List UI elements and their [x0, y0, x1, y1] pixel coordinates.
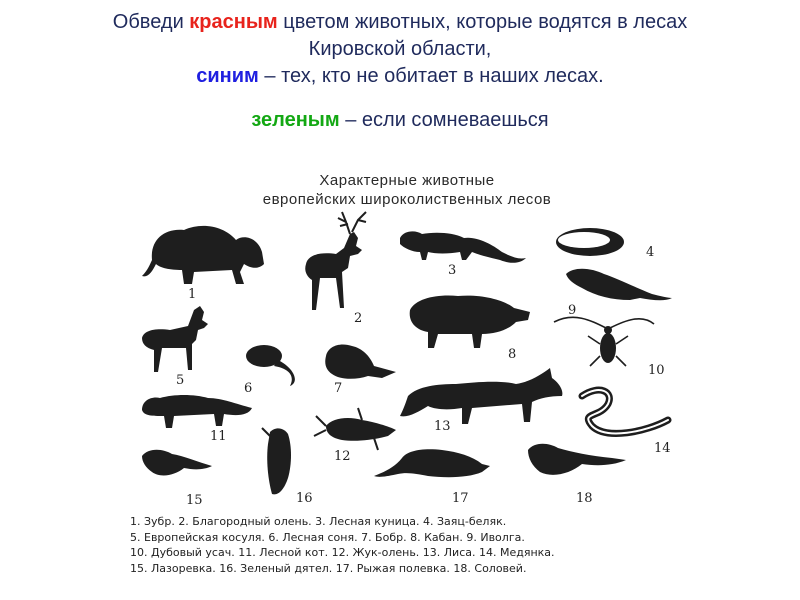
task-text: Обведи — [112, 11, 190, 33]
task-text: цветом животных, которые водятся в лесах — [277, 11, 688, 33]
animal-number: 16 — [296, 491, 313, 506]
animal-number: 4 — [646, 245, 655, 260]
legend-line: 5. Европейская косуля. 6. Лесная соня. 7. Бобр. 8. Кабан. 9. Иволга. — [130, 530, 525, 544]
wild-boar-icon — [410, 296, 530, 362]
animal-number: 10 — [648, 363, 665, 378]
animal-number: 11 — [210, 429, 227, 444]
figure-title-line-2: европейских широколиственных лесов — [262, 191, 552, 208]
animal-number: 7 — [334, 381, 343, 396]
blue-tit-icon — [142, 450, 212, 508]
animal-number: 3 — [448, 263, 457, 278]
animal-number: 8 — [508, 347, 517, 362]
animal-number: 12 — [334, 449, 351, 464]
bison-icon — [142, 226, 264, 302]
oriole-icon — [566, 269, 672, 318]
roe-deer-icon — [142, 306, 208, 388]
task-line-1 — [0, 9, 800, 36]
stag-beetle-icon — [314, 408, 396, 464]
hare-icon — [556, 228, 654, 260]
legend-line: 1. Зубр. 2. Благородный олень. 3. Лесная куница. 4. Заяц-беляк. — [130, 515, 507, 528]
task-line-4 — [0, 107, 800, 134]
animal-number: 13 — [434, 419, 451, 434]
animal-number: 17 — [452, 491, 469, 506]
animals-legend — [130, 514, 695, 576]
blue-color-word: синим — [196, 65, 259, 87]
task-line-2: Кировской области, — [308, 38, 492, 60]
red-deer-icon — [305, 212, 366, 326]
legend-line: 10. Дубовый усач. 11. Лесной кот. 12. Жук-олень. 13. Лиса. 14. Медянка. — [130, 546, 555, 559]
green-color-word: зеленым — [251, 109, 340, 131]
bank-vole-icon — [374, 449, 490, 506]
animal-number: 15 — [186, 493, 203, 508]
green-woodpecker-icon — [262, 428, 313, 506]
figure-title-line-1: Характерные животные — [319, 172, 495, 189]
nightingale-icon — [528, 444, 626, 506]
animal-number: 6 — [244, 381, 253, 396]
slow-worm-icon — [582, 390, 671, 456]
animals-illustration — [112, 160, 702, 510]
animal-number: 2 — [354, 311, 363, 326]
beaver-icon — [325, 344, 396, 396]
animal-number: 14 — [654, 441, 671, 456]
dormouse-icon — [244, 345, 295, 396]
longhorn-beetle-icon — [554, 317, 665, 378]
wildcat-icon — [142, 395, 252, 444]
fox-icon — [400, 368, 562, 434]
task-text: – если сомневаешься — [339, 109, 549, 131]
animal-number: 9 — [568, 303, 577, 318]
animal-number: 1 — [188, 287, 197, 302]
legend-line: 15. Лазоревка. 16. Зеленый дятел. 17. Рыжая полевка. 18. Соловей. — [130, 561, 527, 575]
animal-number: 18 — [576, 491, 593, 506]
animals-figure — [112, 160, 702, 595]
pine-marten-icon — [400, 231, 526, 278]
task-text: – тех, кто не обитает в наших лесах. — [258, 65, 604, 87]
red-color-word: красным — [189, 11, 278, 33]
task-line-3 — [0, 63, 800, 90]
animal-number: 5 — [176, 373, 185, 388]
